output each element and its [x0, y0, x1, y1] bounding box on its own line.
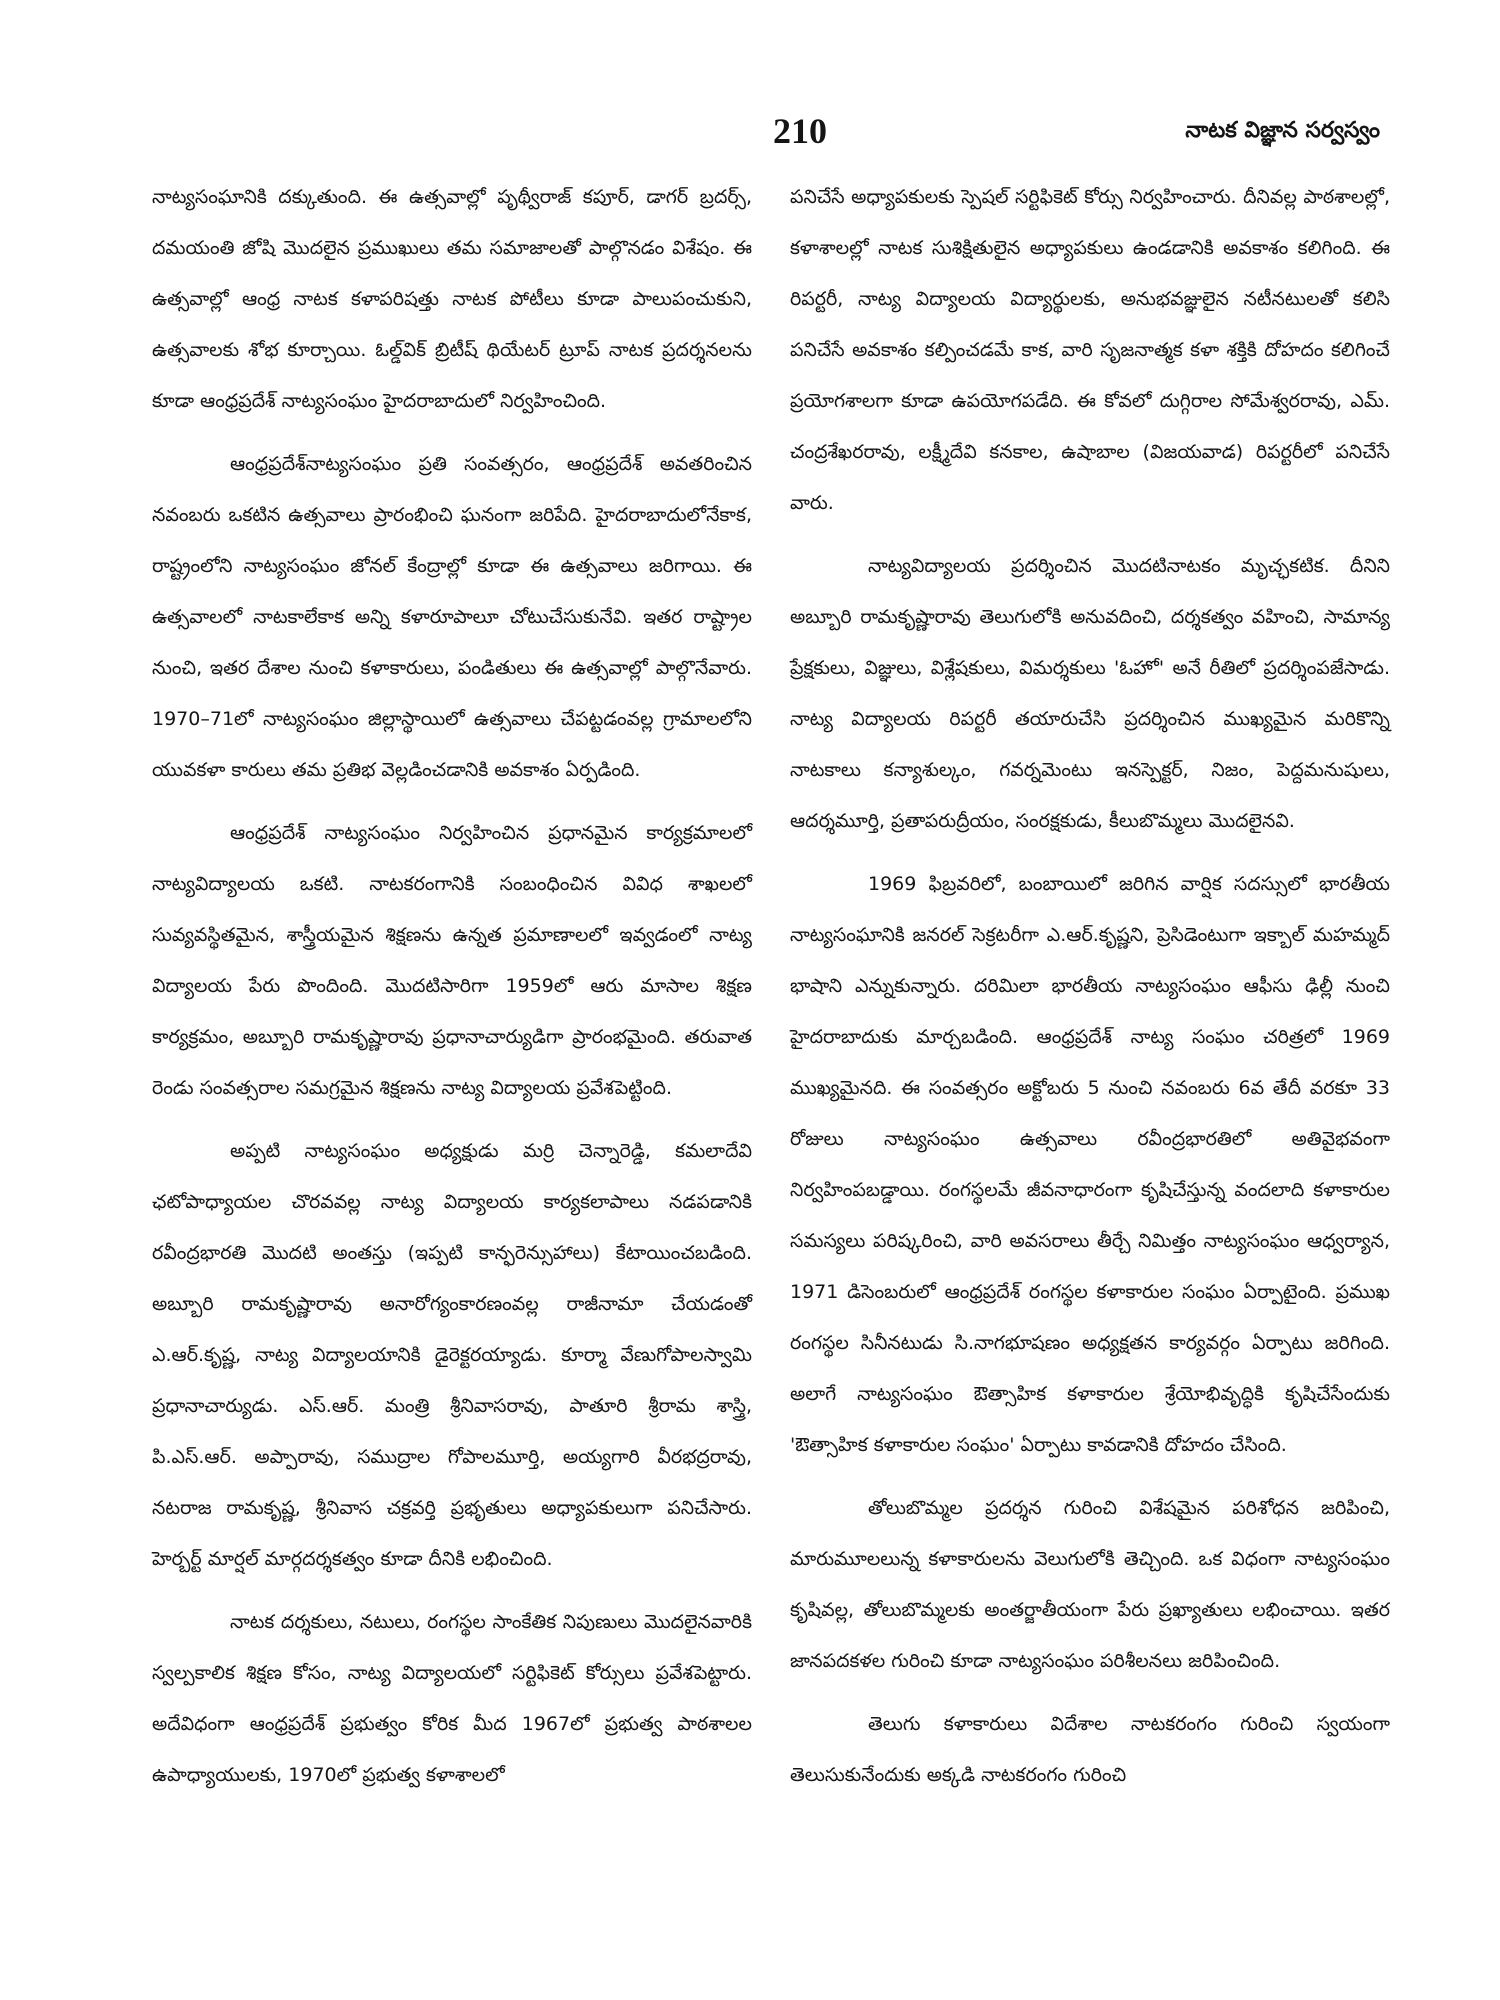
paragraph: ఆంధ్రప్రదేశ్‌నాట్యసంఘం ప్రతి సంవత్సరం, ఆంధ్రప్రదేశ్ అవతరించిన నవంబరు ఒకటిన ఉత్సవాలు ప్రారంభించి ఘనంగా జరిపేది. హైదరాబాదులోనేకాక, రాష్ట్రంలోని నాట్యసంఘం జోనల్ కేంద్రాల్లో కూడా ఈ ఉత్సవాలు జరిగాయి. ఈ ఉత్సవాలలో నాటకాలేకాక అన్ని కళారూపాలూ చోటుచేసుకునేవి. ఇతర రాష్ట్రాల నుంచి, ఇతర దేశాల నుంచి కళాకారులు, పండితులు ఈ ఉత్సవాల్లో పాల్గొనేవారు. 1970–71లో నాట్యసంఘం జిల్లాస్థాయిలో ఉత్సవాలు చేపట్టడంవల్ల గ్రామాలలోని యువకళా కారులు తమ ప్రతిభ వెల్లడించడానికి అవకాశం ఏర్పడింది. — [152, 453, 752, 781]
left-column — [152, 172, 752, 1813]
right-column — [790, 172, 1390, 1813]
paragraph: ఆంధ్రప్రదేశ్ నాట్యసంఘం నిర్వహించిన ప్రధానమైన కార్యక్రమాలలో నాట్యవిద్యాలయ ఒకటి. నాటకరంగానికి సంబంధించిన వివిధ శాఖలలో సువ్యవస్థితమైన, శాస్త్రీయమైన శిక్షణను ఉన్నత ప్రమాణాలలో ఇవ్వడంలో నాట్య విద్యాలయ పేరు పొందింది. మొదటిసారిగా 1959లో ఆరు మాసాల శిక్షణ కార్యక్రమం, అబ్బూరి రామకృష్ణారావు ప్రధానాచార్యుడిగా ప్రారంభమైంది. తరువాత రెండు సంవత్సరాల సమగ్రమైన శిక్షణను నాట్య విద్యాలయ ప్రవేశపెట్టింది. — [152, 822, 752, 1099]
paragraph: నాటక దర్శకులు, నటులు, రంగస్థల సాంకేతిక నిపుణులు మొదలైనవారికి స్వల్పకాలిక శిక్షణ కోసం, నాట్య విద్యాలయలో సర్టిఫికెట్ కోర్సులు ప్రవేశపెట్టారు. అదేవిధంగా ఆంధ్రప్రదేశ్ ప్రభుత్వం కోరిక మీద 1967లో ప్రభుత్వ పాఠశాలల ఉపాధ్యాయులకు, 1970లో ప్రభుత్వ కళాశాలలో — [152, 1611, 752, 1786]
paragraph: అప్పటి నాట్యసంఘం అధ్యక్షుడు మర్రి చెన్నారెడ్డి, కమలాదేవి ఛటోపాధ్యాయల చొరవవల్ల నాట్య విద్యాలయ కార్యకలాపాలు నడపడానికి రవీంద్రభారతి మొదటి అంతస్తు (ఇప్పటి కాన్ఫరెన్సుహాలు) కేటాయించబడింది. అబ్బూరి రామకృష్ణారావు అనారోగ్యంకారణంవల్ల రాజీనామా చేయడంతో ఎ.ఆర్.కృష్ణ, నాట్య విద్యాలయానికి డైరెక్టరయ్యాడు. కూర్మా వేణుగోపాలస్వామి ప్రధానాచార్యుడు. ఎస్.ఆర్. మంత్రి శ్రీనివాసరావు, పాతూరి శ్రీరామ శాస్త్రి, పి.ఎస్.ఆర్. అప్పారావు, సముద్రాల గోపాలమూర్తి, అయ్యగారి వీరభద్రరావు, నటరాజ రామకృష్ణ, శ్రీనివాస చక్రవర్తి ప్రభృతులు అధ్యాపకులుగా పనిచేసారు. హెర్బర్ట్ మార్షల్ మార్గదర్శకత్వం కూడా దీనికి లభించింది. — [152, 1140, 752, 1570]
paragraph: తెలుగు కళాకారులు విదేశాల నాటకరంగం గురించి స్వయంగా తెలుసుకునేందుకు అక్కడి నాటకరంగం గురించి — [790, 1713, 1390, 1786]
paragraph: నాట్యవిద్యాలయ ప్రదర్శించిన మొదటినాటకం మృచ్ఛకటిక. దీనిని అబ్బూరి రామకృష్ణారావు తెలుగులోకి అనువదించి, దర్శకత్వం వహించి, సామాన్య ప్రేక్షకులు, విజ్ఞులు, విశ్లేషకులు, విమర్శకులు 'ఓహో' అనే రీతిలో ప్రదర్శింపజేసాడు. నాట్య విద్యాలయ రిపర్టరీ తయారుచేసి ప్రదర్శించిన ముఖ్యమైన మరికొన్ని నాటకాలు కన్యాశుల్కం, గవర్నమెంటు ఇనస్పెక్టర్, నిజం, పెద్దమనుషులు, ఆదర్శమూర్తి, ప్రతాపరుద్రీయం, సంరక్షకుడు, కీలుబొమ్మలు మొదలైనవి. — [790, 555, 1390, 832]
paragraph: 1969 ఫిబ్రవరిలో, బంబాయిలో జరిగిన వార్షిక సదస్సులో భారతీయ నాట్యసంఘానికి జనరల్ సెక్రటరీగా ఎ.ఆర్.కృష్ణని, ప్రెసిడెంటుగా ఇక్బాల్ మహమ్మద్ భాషాని ఎన్నుకున్నారు. దరిమిలా భారతీయ నాట్యసంఘం ఆఫీసు ఢిల్లీ నుంచి హైదరాబాదుకు మార్చబడింది. ఆంధ్రప్రదేశ్ నాట్య సంఘం చరిత్రలో 1969 ముఖ్యమైనది. ఈ సంవత్సరం అక్టోబరు 5 నుంచి నవంబరు 6వ తేదీ వరకూ 33 రోజులు నాట్యసంఘం ఉత్సవాలు రవీంద్రభారతిలో అతివైభవంగా నిర్వహింపబడ్డాయి. రంగస్థలమే జీవనాధారంగా కృషిచేస్తున్న వందలాది కళాకారుల సమస్యలు పరిష్కరించి, వారి అవసరాలు తీర్చే నిమిత్తం నాట్యసంఘం ఆధ్వర్యాన, 1971 డిసెంబరులో ఆంధ్రప్రదేశ్ రంగస్థల కళాకారుల సంఘం ఏర్పాటైంది. ప్రముఖ రంగస్థల సినీనటుడు సి.నాగభూషణం అధ్యక్షతన కార్యవర్గం ఏర్పాటు జరిగింది. అలాగే నాట్యసంఘం ఔత్సాహిక కళాకారుల శ్రేయోభివృద్ధికి కృషిచేసేందుకు 'ఔత్సాహిక కళాకారుల సంఘం' ఏర్పాటు కావడానికి దోహదం చేసింది. — [790, 873, 1390, 1456]
page-number: 210 — [773, 111, 827, 151]
paragraph: పనిచేసే అధ్యాపకులకు స్పెషల్ సర్టిఫికెట్ కోర్సు నిర్వహించారు. దీనివల్ల పాఠశాలల్లో, కళాశాలల్లో నాటక సుశిక్షితులైన అధ్యాపకులు ఉండడానికి అవకాశం కలిగింది. ఈ రిపర్టరీ, నాట్య విద్యాలయ విద్యార్థులకు, అనుభవజ్ఞులైన నటీనటులతో కలిసి పనిచేసే అవకాశం కల్పించడమే కాక, వారి సృజనాత్మక కళా శక్తికి దోహదం కలిగించే ప్రయోగశాలగా కూడా ఉపయోగపడేది. ఈ కోవలో దుగ్గిరాల సోమేశ్వరరావు, ఎమ్. చంద్రశేఖరరావు, లక్ష్మీదేవి కనకాల, ఉషాబాల (విజయవాడ) రిపర్టరీలో పనిచేసే వారు. — [790, 186, 1390, 514]
paragraph: తోలుబొమ్మల ప్రదర్శన గురించి విశేషమైన పరిశోధన జరిపించి, మారుమూలలున్న కళాకారులను వెలుగులోకి తెచ్చింది. ఒక విధంగా నాట్యసంఘం కృషివల్ల, తోలుబొమ్మలకు అంతర్జాతీయంగా పేరు ప్రఖ్యాతులు లభించాయి. ఇతర జానపదకళల గురించి కూడా నాట్యసంఘం పరిశీలనలు జరిపించింది. — [790, 1497, 1390, 1672]
running-title: నాటక విజ్ఞాన సర్వస్వం — [1185, 118, 1380, 143]
page-header — [170, 110, 1380, 160]
paragraph: నాట్యసంఘానికి దక్కుతుంది. ఈ ఉత్సవాల్లో పృథ్వీరాజ్ కపూర్, డాగర్ బ్రదర్స్, దమయంతి జోషి మొదలైన ప్రముఖులు తమ సమాజాలతో పాల్గొనడం విశేషం. ఈ ఉత్సవాల్లో ఆంధ్ర నాటక కళాపరిషత్తు నాటక పోటీలు కూడా పాలుపంచుకుని, ఉత్సవాలకు శోభ కూర్చాయి. ఓల్డ్‌విక్ బ్రిటీష్ థియేటర్ ట్రూప్ నాటక ప్రదర్శనలను కూడా ఆంధ్రప్రదేశ్ నాట్యసంఘం హైదరాబాదులో నిర్వహించింది. — [152, 186, 752, 412]
